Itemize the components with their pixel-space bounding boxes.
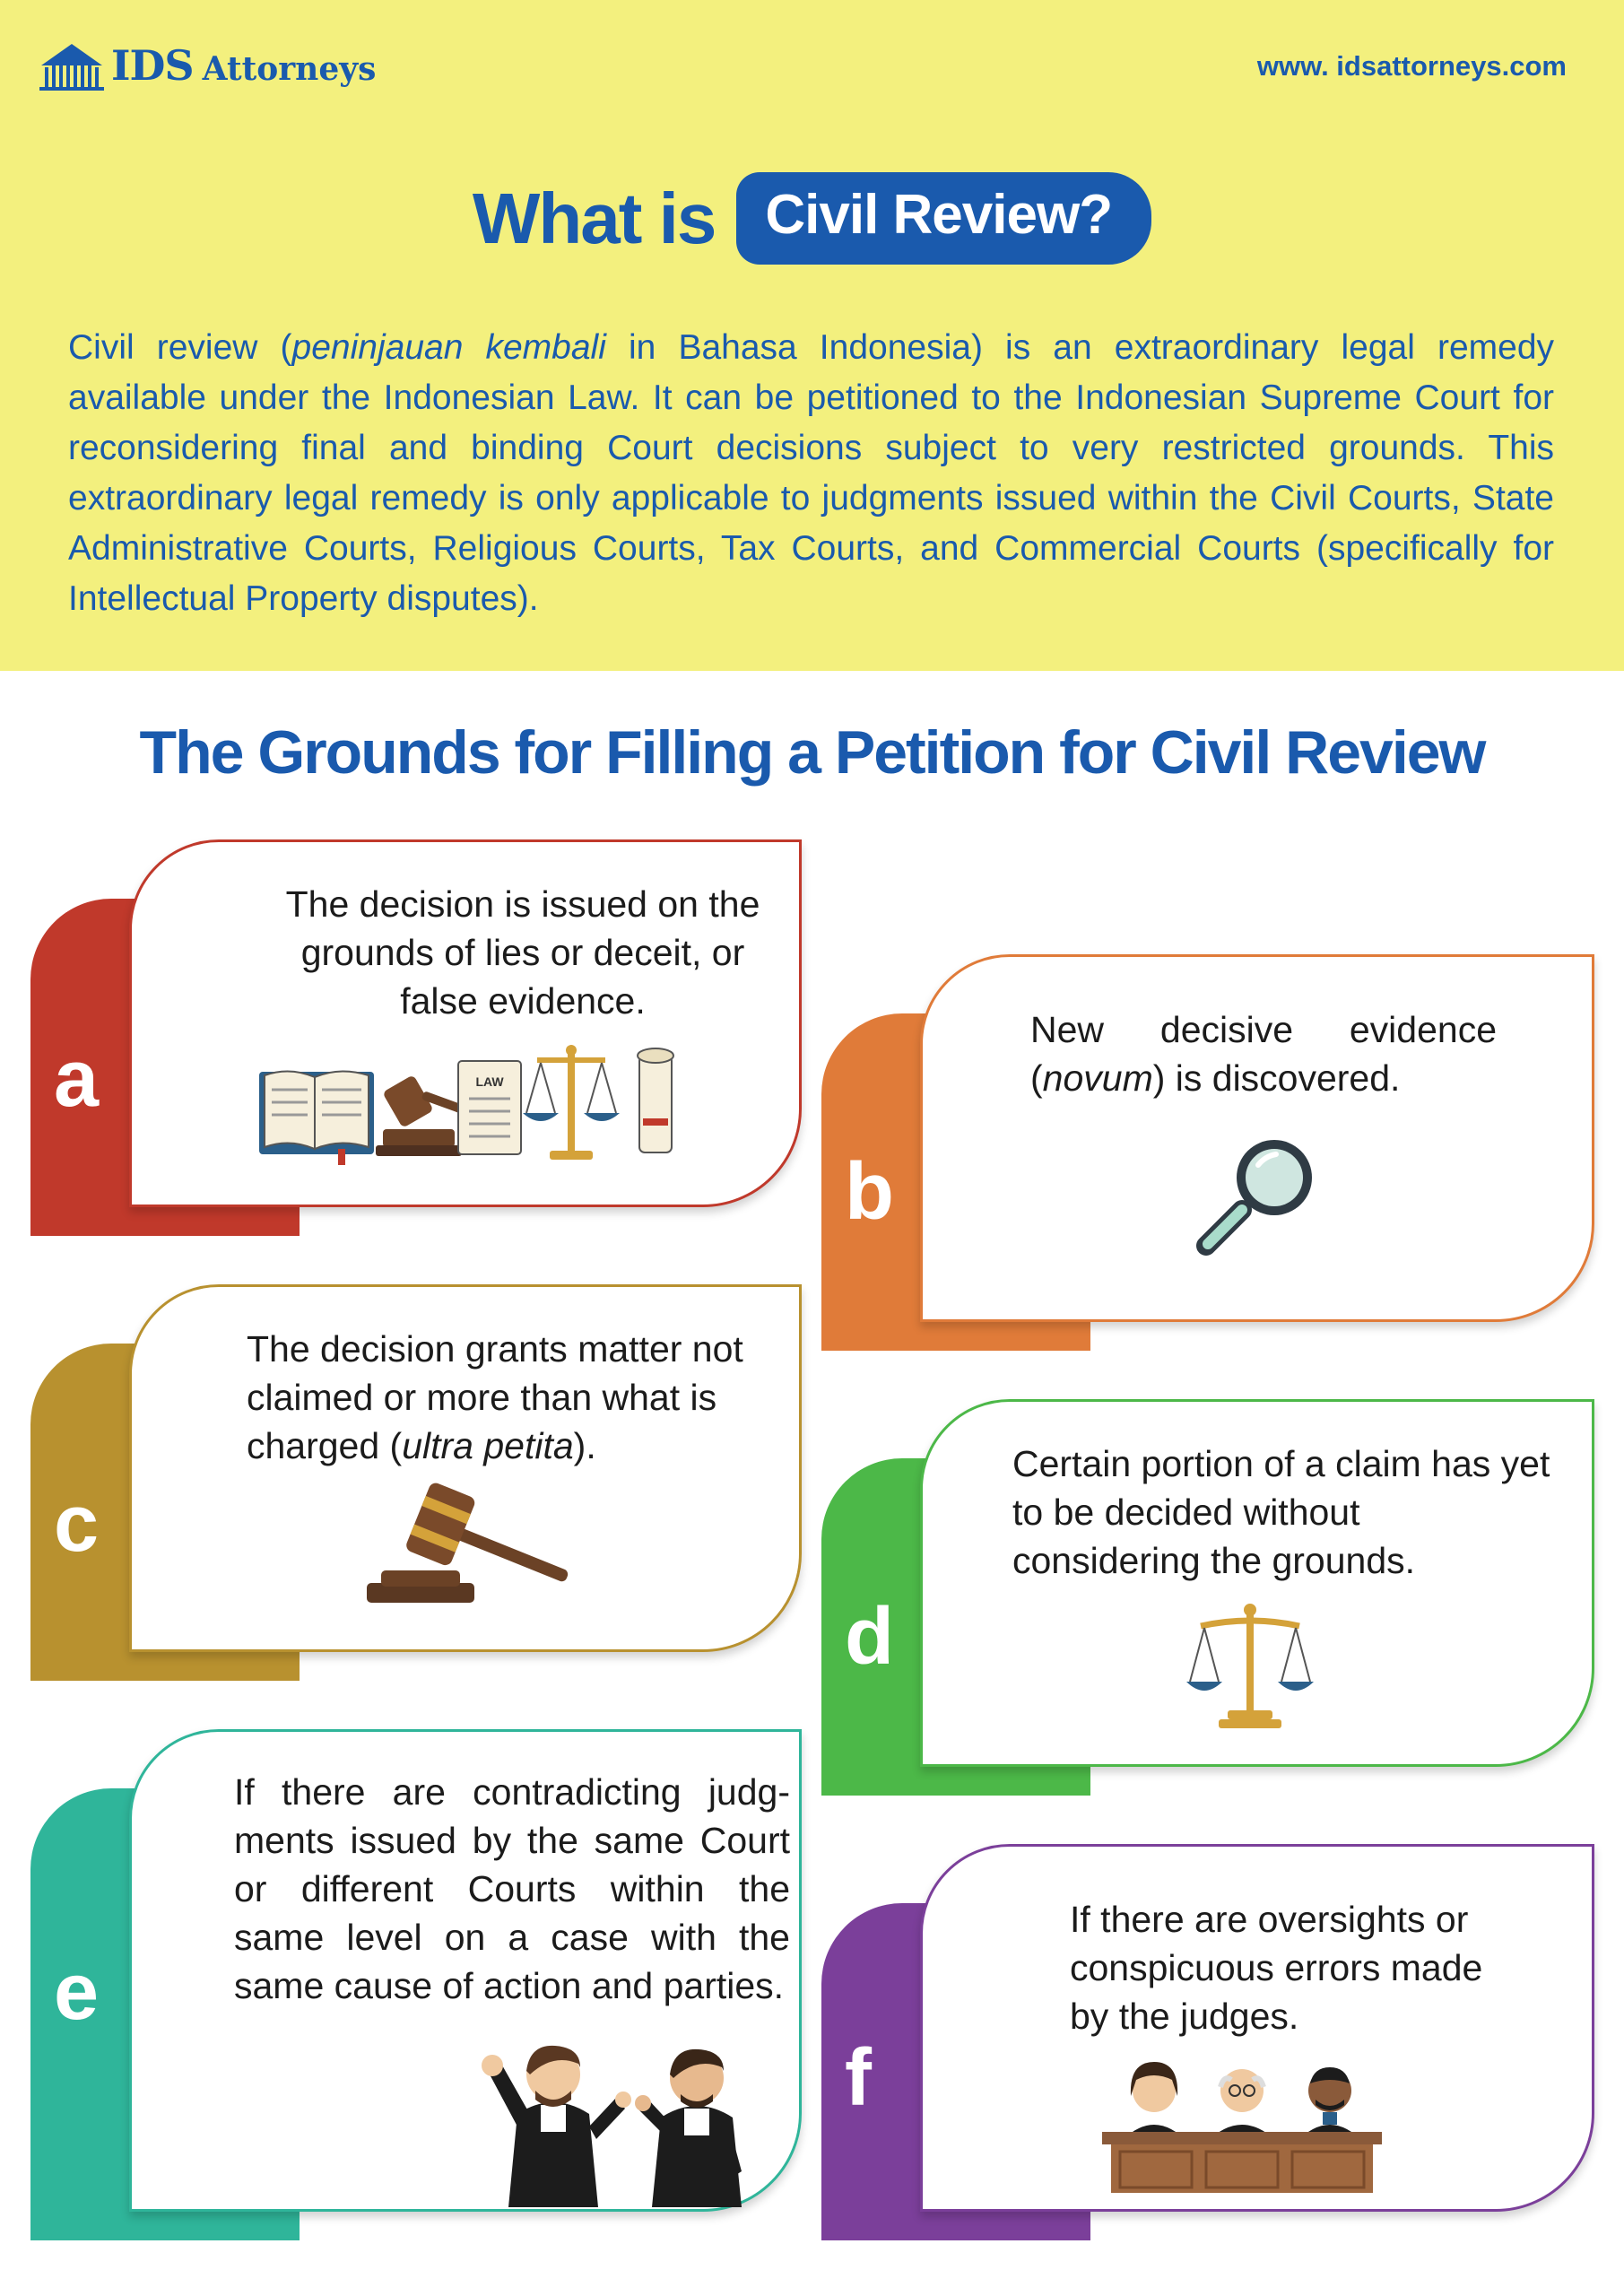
card-text: If there are oversights or conspicuous errors made by the judges.: [1070, 1899, 1483, 2037]
card-text-italic: novum: [1042, 1057, 1153, 1099]
card-panel: [920, 1399, 1594, 1767]
law-books-gavel-scales-icon: [257, 1036, 697, 1170]
logo-text: [111, 41, 376, 90]
logo-primary: IDS: [111, 41, 194, 90]
intro-part1: Civil review (: [68, 328, 292, 367]
card-text-pre: New decisive evidence (: [1030, 1009, 1497, 1099]
magnifying-glass-icon: [1192, 1126, 1326, 1260]
card-text-pre: The decision grants matter not claimed or more than what is charged (: [247, 1328, 743, 1466]
website-link[interactable]: www. idsattorneys.com: [1256, 50, 1567, 82]
card-text: The decision is issued on the grounds of lies or deceit, or false evidence.: [285, 883, 760, 1022]
arguing-lawyers-icon: [482, 2028, 760, 2207]
law-scroll-label: LAW: [475, 1074, 504, 1089]
intro-part2: in Bahasa Indonesia) is an extraordinary legal remedy available under the Indonesian Law. It can be petitioned to the Indonesian Supreme Court for reconsidering final and binding Court decisions subject to very restricted grounds. This extraordinary legal remedy is only applicable to judgments issued within the Civil Courts, State Administrative Courts, Religious Courts, Tax Courts, and Commercial Courts (specifically for Intellectual Property disputes).: [68, 328, 1555, 618]
ground-card-b: [821, 954, 1594, 1351]
logo-secondary: Attorneys: [202, 50, 377, 88]
grounds-title: The Grounds for Filling a Petition for Civil Review: [139, 718, 1485, 787]
card-text-italic: ultra petita: [402, 1425, 574, 1466]
card-panel: [129, 1284, 802, 1652]
card-panel: [129, 839, 802, 1207]
title-prefix: What is: [472, 178, 716, 258]
card-text: [1030, 1005, 1497, 1102]
card-letter: f: [845, 2033, 872, 2123]
card-letter: a: [54, 1034, 100, 1124]
brand-logo[interactable]: [38, 34, 376, 97]
intro-paragraph: [68, 323, 1554, 624]
card-text-post: ).: [573, 1425, 596, 1466]
card-letter: b: [845, 1147, 894, 1237]
intro-section: [0, 0, 1624, 671]
ground-card-f: [821, 1844, 1594, 2240]
card-panel: [920, 954, 1594, 1322]
card-letter: e: [54, 1947, 100, 2037]
card-panel: [920, 1844, 1594, 2212]
card-text-post: ) is discovered.: [1152, 1057, 1401, 1099]
ground-card-c: [30, 1284, 802, 1681]
ground-card-a: [30, 839, 802, 1236]
scales-icon: [1183, 1601, 1317, 1735]
card-panel: [129, 1729, 802, 2212]
intro-italic: peninjauan kembali: [291, 328, 606, 367]
card-letter: d: [845, 1592, 894, 1682]
judges-panel-icon: [1099, 2044, 1385, 2196]
gavel-icon: [365, 1483, 580, 1617]
card-text: If there are contradicting judg-ments issued by the same Court or different Courts within the same level on a case with the same cause of action and parties.: [234, 1771, 790, 2006]
page-title: [0, 172, 1624, 265]
ground-card-d: [821, 1399, 1594, 1796]
card-text: Certain portion of a claim has yet to be decided without considering the grounds.: [1012, 1443, 1550, 1581]
ground-card-e: [30, 1729, 802, 2240]
card-text: [247, 1325, 767, 1470]
courthouse-logo-icon: [38, 39, 106, 92]
card-letter: c: [54, 1479, 100, 1569]
title-highlight: Civil Review?: [736, 172, 1151, 265]
